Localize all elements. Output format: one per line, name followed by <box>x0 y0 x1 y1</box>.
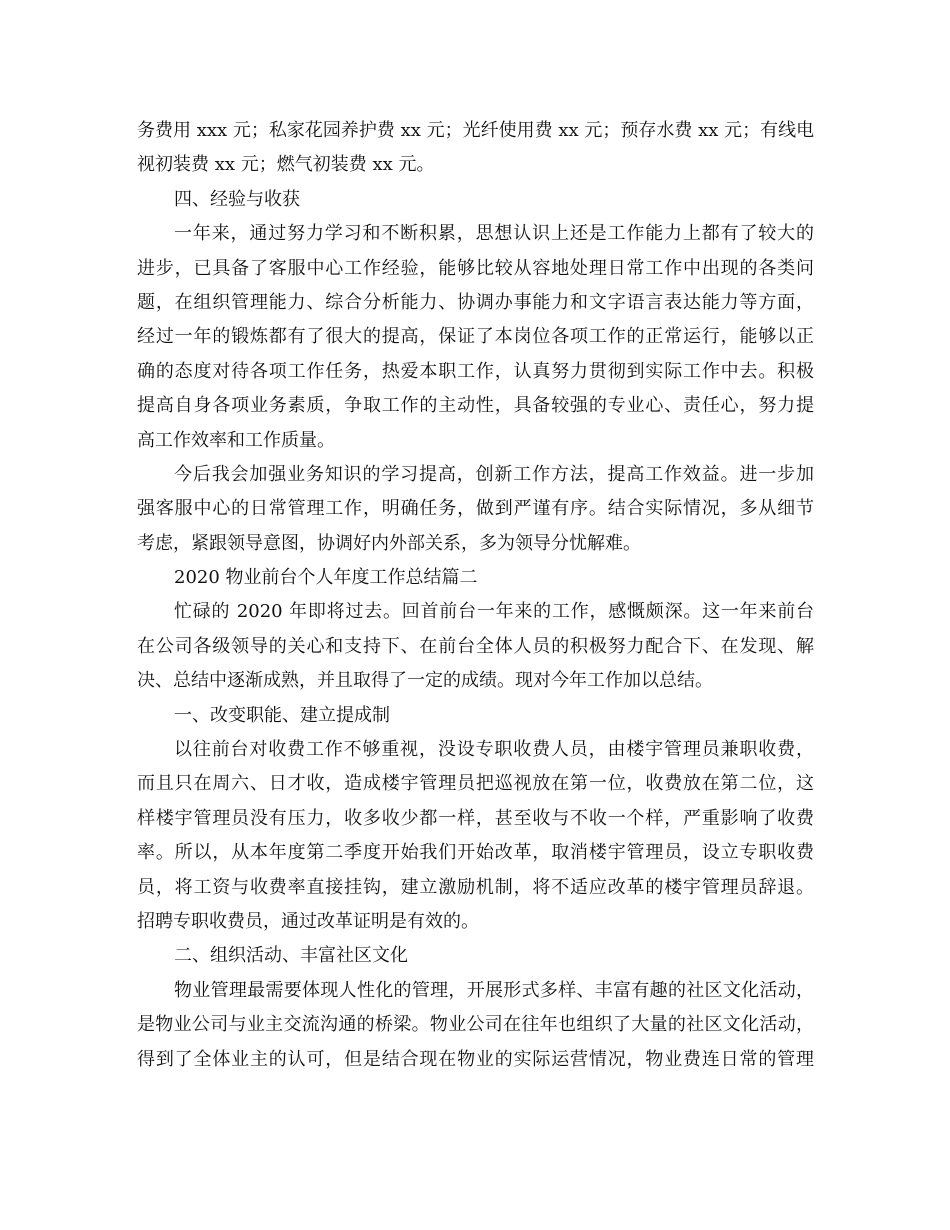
text-line: 考虑，紧跟领导意图，协调好内外部关系，多为领导分忧解难。 <box>137 532 641 554</box>
text-line: 经过一年的锻炼都有了很大的提高，保证了本岗位各项工作的正常运行，能够以正 <box>137 326 814 348</box>
text-line: 样楼宇管理员没有压力，收多收少都一样，甚至收与不收一个样，严重影响了收费 <box>137 807 814 829</box>
text-line: 高工作效率和工作质量。 <box>137 429 335 451</box>
document-body <box>137 114 814 1077</box>
text-line: 务费用 xxx 元；私家花园养护费 xx 元；光纤使用费 xx 元；预存水费 xx 元；有线电 <box>137 120 815 141</box>
text-line: 今后我会加强业务知识的学习提高，创新工作方法，提高工作效益。进一步加 <box>174 463 814 485</box>
text-line: 进步，已具备了客服中心工作经验，能够比较从容地处理日常工作中出现的各类问 <box>137 257 814 279</box>
paragraph <box>137 595 814 698</box>
text-line: 强客服中心的日常管理工作，明确任务，做到严谨有序。结合实际情况，多从细节 <box>137 498 814 520</box>
text-line: 视初装费 xx 元；燃气初装费 xx 元。 <box>137 154 435 176</box>
paragraph <box>137 114 814 183</box>
text-line: 员，将工资与收费率直接挂钩，建立激励机制，将不适应改革的楼宇管理员辞退。 <box>137 876 814 898</box>
text-line: 题，在组织管理能力、综合分析能力、协调办事能力和文字语言表达能力等方面， <box>137 291 814 313</box>
section-heading <box>137 183 814 217</box>
text-line: 决、总结中逐渐成熟，并且取得了一定的成绩。现对今年工作加以总结。 <box>137 670 713 692</box>
heading-text: 2020 物业前台个人年度工作总结篇二 <box>174 567 478 589</box>
heading-text: 二、组织活动、丰富社区文化 <box>174 945 408 967</box>
text-line: 率。所以，从本年度第二季度开始我们开始改革，取消楼宇管理员，设立专职收费 <box>137 842 814 864</box>
heading-text: 四、经验与收获 <box>174 188 300 210</box>
paragraph <box>137 733 814 939</box>
text-line: 而且只在周六、日才收，造成楼宇管理员把巡视放在第一位，收费放在第二位，这 <box>137 773 814 795</box>
section-heading <box>137 699 814 733</box>
text-line: 招聘专职收费员，通过改革证明是有效的。 <box>137 910 479 932</box>
text-line: 物业管理最需要体现人性化的管理，开展形式多样、丰富有趣的社区文化活动， <box>174 979 814 1001</box>
section-heading <box>137 561 814 595</box>
heading-text: 一、改变职能、建立提成制 <box>174 704 390 726</box>
text-line: 确的态度对待各项工作任务，热爱本职工作，认真努力贯彻到实际工作中去。积极 <box>137 360 814 382</box>
text-line: 是物业公司与业主交流沟通的桥梁。物业公司在往年也组织了大量的社区文化活动， <box>137 1014 814 1036</box>
text-line: 在公司各级领导的关心和支持下、在前台全体人员的积极努力配合下、在发现、解 <box>137 635 814 657</box>
text-line: 以往前台对收费工作不够重视，没设专职收费人员，由楼宇管理员兼职收费， <box>174 739 814 761</box>
text-line: 忙碌的 2020 年即将过去。回首前台一年来的工作，感慨颇深。这一年来前台 <box>174 601 814 623</box>
paragraph <box>137 974 814 1077</box>
text-line: 提高自身各项业务素质，争取工作的主动性，具备较强的专业心、责任心，努力提 <box>137 395 814 417</box>
text-line: 得到了全体业主的认可，但是结合现在物业的实际运营情况，物业费连日常的管理 <box>137 1048 814 1070</box>
paragraph <box>137 217 814 458</box>
section-heading <box>137 939 814 973</box>
text-line: 一年来，通过努力学习和不断积累，思想认识上还是工作能力上都有了较大的 <box>174 223 814 245</box>
paragraph <box>137 458 814 561</box>
